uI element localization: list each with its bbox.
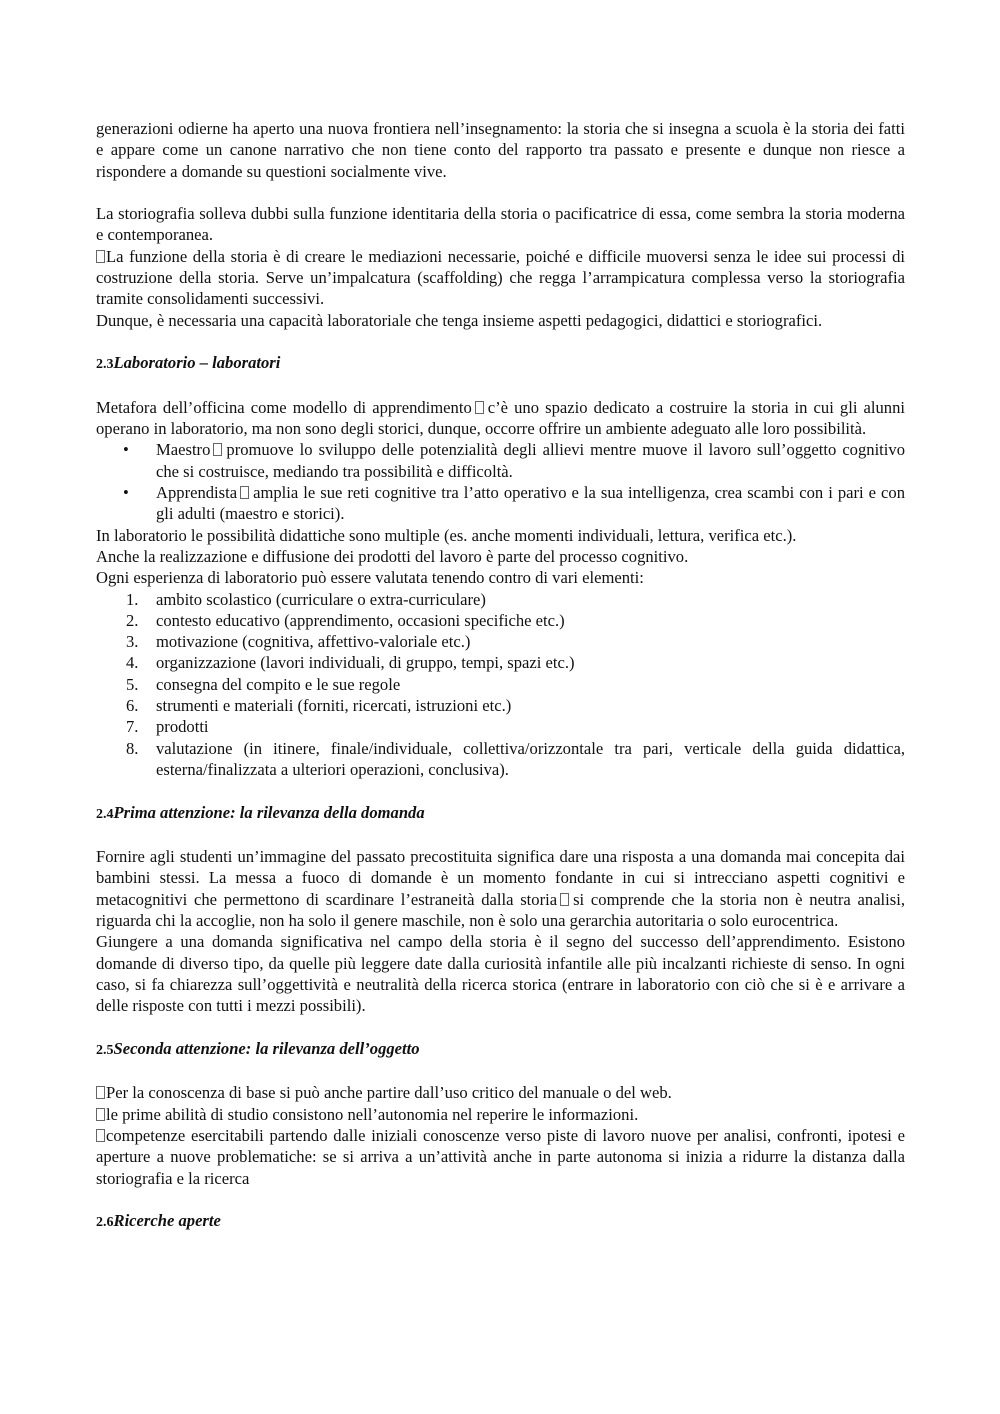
list-item: [96, 482, 905, 525]
paragraph-text: Per la conoscenza di base si può anche partire dall’uso critico del manuale o del web.: [106, 1083, 672, 1103]
list-number: 7.: [126, 717, 139, 737]
list-item: [96, 652, 905, 673]
list-item-text: valutazione (in itinere, finale/individuale, collettiva/orizzontale tra pari, verticale della guida didattica, esterna/finalizzata a ulteriori operazioni, conclusiva).: [156, 738, 905, 779]
list-number: 8.: [126, 738, 139, 758]
section-title: Ricerche aperte: [113, 1211, 221, 1231]
list-item: [96, 695, 905, 716]
paragraph: [96, 397, 905, 440]
missing-glyph-icon: [475, 401, 484, 414]
list-item-text: promuove lo sviluppo delle potenzialità degli allievi mentre muove il lavoro sull’oggetto cognitivo che si costruisce, mediando tra possibilità e difficoltà.: [156, 440, 905, 481]
section-heading: [96, 352, 905, 375]
paragraph: Ogni esperienza di laboratorio può essere valutata tenendo contro di vari elementi:: [96, 568, 644, 588]
document-page: [96, 118, 905, 1233]
section-title: Seconda attenzione: la rilevanza dell’oggetto: [113, 1038, 420, 1058]
paragraph: [96, 846, 905, 931]
spacer: [96, 376, 905, 397]
list-number: 3.: [126, 632, 139, 652]
paragraph-text: Metafora dell’officina come modello di apprendimento: [96, 397, 472, 417]
paragraph: [96, 1104, 905, 1125]
list-item-text: prodotti: [156, 717, 209, 737]
missing-glyph-icon: [96, 1129, 105, 1142]
list-item-text: amplia le sue reti cognitive tra l’atto operativo e la sua intelligenza, crea scambi con i pari e con gli adulti (maestro e storici).: [156, 483, 905, 524]
list-item: [96, 589, 905, 610]
list-item: [96, 738, 905, 781]
paragraph: generazioni odierne ha aperto una nuova frontiera nell’insegnamento: la storia che si insegna a scuola è la storia dei fatti e appare come un canone narrativo che non tiene conto del rapporto tra passato e presente e dunque non riesce a rispondere a domande su questioni socialmente vive.: [96, 119, 905, 181]
spacer: [96, 1016, 905, 1037]
numbered-list: [96, 589, 905, 781]
list-item-text: strumenti e materiali (forniti, ricercati, istruzioni etc.): [156, 696, 512, 716]
paragraph-text: le prime abilità di studio consistono nell’autonomia nel reperire le informazioni.: [106, 1104, 639, 1124]
list-item-text: organizzazione (lavori individuali, di gruppo, tempi, spazi etc.): [156, 653, 575, 673]
paragraph: Giungere a una domanda significativa nel campo della storia è il segno del successo dell’apprendimento. Esistono domande di diverso tipo, da quelle più leggere date dalla curiosità infantile alle più incalzanti richieste di senso. In ogni caso, si fa chiarezza sull’oggettività e neutralità della ricerca storica (entrare in laboratorio con ciò che si è e arrivare a delle risposte con tutti i mezzi possibili).: [96, 932, 905, 1016]
list-item: [96, 439, 905, 482]
bullet-icon: •: [123, 440, 129, 460]
list-number: 1.: [126, 589, 139, 609]
paragraph-text: La funzione della storia è di creare le mediazioni necessarie, poiché e difficile muoversi senza le idee sui processi di costruzione della storia. Serve un’impalcatura (scaffolding) che regga l’arrampicatura complessa verso la storiografia tramite consolidamenti successivi.: [96, 246, 905, 309]
section-number: 2.3: [96, 357, 114, 373]
list-item-text: ambito scolastico (curriculare o extra-curriculare): [156, 589, 486, 609]
list-number: 6.: [126, 696, 139, 716]
paragraph: [96, 246, 905, 310]
paragraph: [96, 1082, 905, 1103]
bullet-icon: •: [123, 483, 129, 503]
spacer: [96, 1189, 905, 1210]
list-number: 2.: [126, 610, 139, 630]
paragraph-text: si comprende che la storia non è neutra analisi, riguarda chi la accoglie, non ha solo il genere maschile, non è solo una gerarchia autoritaria o solo eurocentrica.: [96, 889, 905, 930]
missing-glyph-icon: [96, 250, 105, 263]
list-item-term: Maestro: [156, 440, 211, 460]
spacer: [96, 780, 905, 801]
missing-glyph-icon: [560, 893, 569, 906]
section-heading: [96, 802, 905, 825]
spacer: [96, 1061, 905, 1082]
paragraph-text: competenze esercitabili partendo dalle iniziali conoscenze verso piste di lavoro nuove per analisi, confronti, ipotesi e aperture a nuove problematiche: se si arriva a un’attività anche in parte autonoma si inizia a ridurre la distanza dalla storiografia e la ricerca: [96, 1125, 905, 1188]
paragraph: In laboratorio le possibilità didattiche sono multiple (es. anche momenti individuali, lettura, verifica etc.).: [96, 525, 797, 545]
spacer: [96, 331, 905, 352]
list-item: [96, 674, 905, 695]
paragraph-text: Fornire agli studenti un’immagine del passato precostituita significa dare una risposta a una domanda mai concepita dai bambini stessi. La messa a fuoco di domande è un momento fondante in cui si intrecciano aspetti cognitivi e metacognitivi che permettono di scardinare l’estraneità dalla storia: [96, 847, 905, 909]
paragraph: [96, 1125, 905, 1189]
bullet-list: [96, 439, 905, 524]
spacer: [96, 182, 905, 203]
list-item-text: consegna del compito e le sue regole: [156, 674, 401, 694]
list-item: [96, 631, 905, 652]
missing-glyph-icon: [213, 443, 222, 456]
paragraph-text: c’è uno spazio dedicato a costruire la storia in cui gli alunni operano in laboratorio, ma non sono degli storici, dunque, occorre offrire un ambiente adeguato alle loro possibilità.: [96, 397, 906, 439]
list-number: 5.: [126, 674, 139, 694]
missing-glyph-icon: [96, 1108, 105, 1121]
list-item-text: contesto educativo (apprendimento, occasioni specifiche etc.): [156, 610, 565, 630]
list-number: 4.: [126, 653, 139, 673]
missing-glyph-icon: [240, 486, 249, 499]
paragraph: La storiografia solleva dubbi sulla funzione identitaria della storia o pacificatrice di essa, come sembra la storia moderna e contemporanea.: [96, 204, 905, 245]
section-number: 2.4: [96, 806, 114, 822]
section-title: Prima attenzione: la rilevanza della domanda: [113, 802, 425, 822]
list-item-text: motivazione (cognitiva, affettivo-valoriale etc.): [156, 632, 471, 652]
spacer: [96, 825, 905, 846]
section-number: 2.5: [96, 1042, 114, 1058]
section-title: Laboratorio – laboratori: [113, 353, 281, 373]
paragraph: Dunque, è necessaria una capacità laboratoriale che tenga insieme aspetti pedagogici, didattici e storiografici.: [96, 310, 823, 330]
section-number: 2.6: [96, 1215, 114, 1231]
list-item: [96, 610, 905, 631]
list-item-term: Apprendista: [156, 483, 238, 503]
missing-glyph-icon: [96, 1086, 105, 1099]
list-item: [96, 716, 905, 737]
section-heading: [96, 1038, 905, 1061]
section-heading: [96, 1210, 905, 1233]
paragraph: Anche la realizzazione e diffusione dei prodotti del lavoro è parte del processo cognitivo.: [96, 546, 689, 566]
